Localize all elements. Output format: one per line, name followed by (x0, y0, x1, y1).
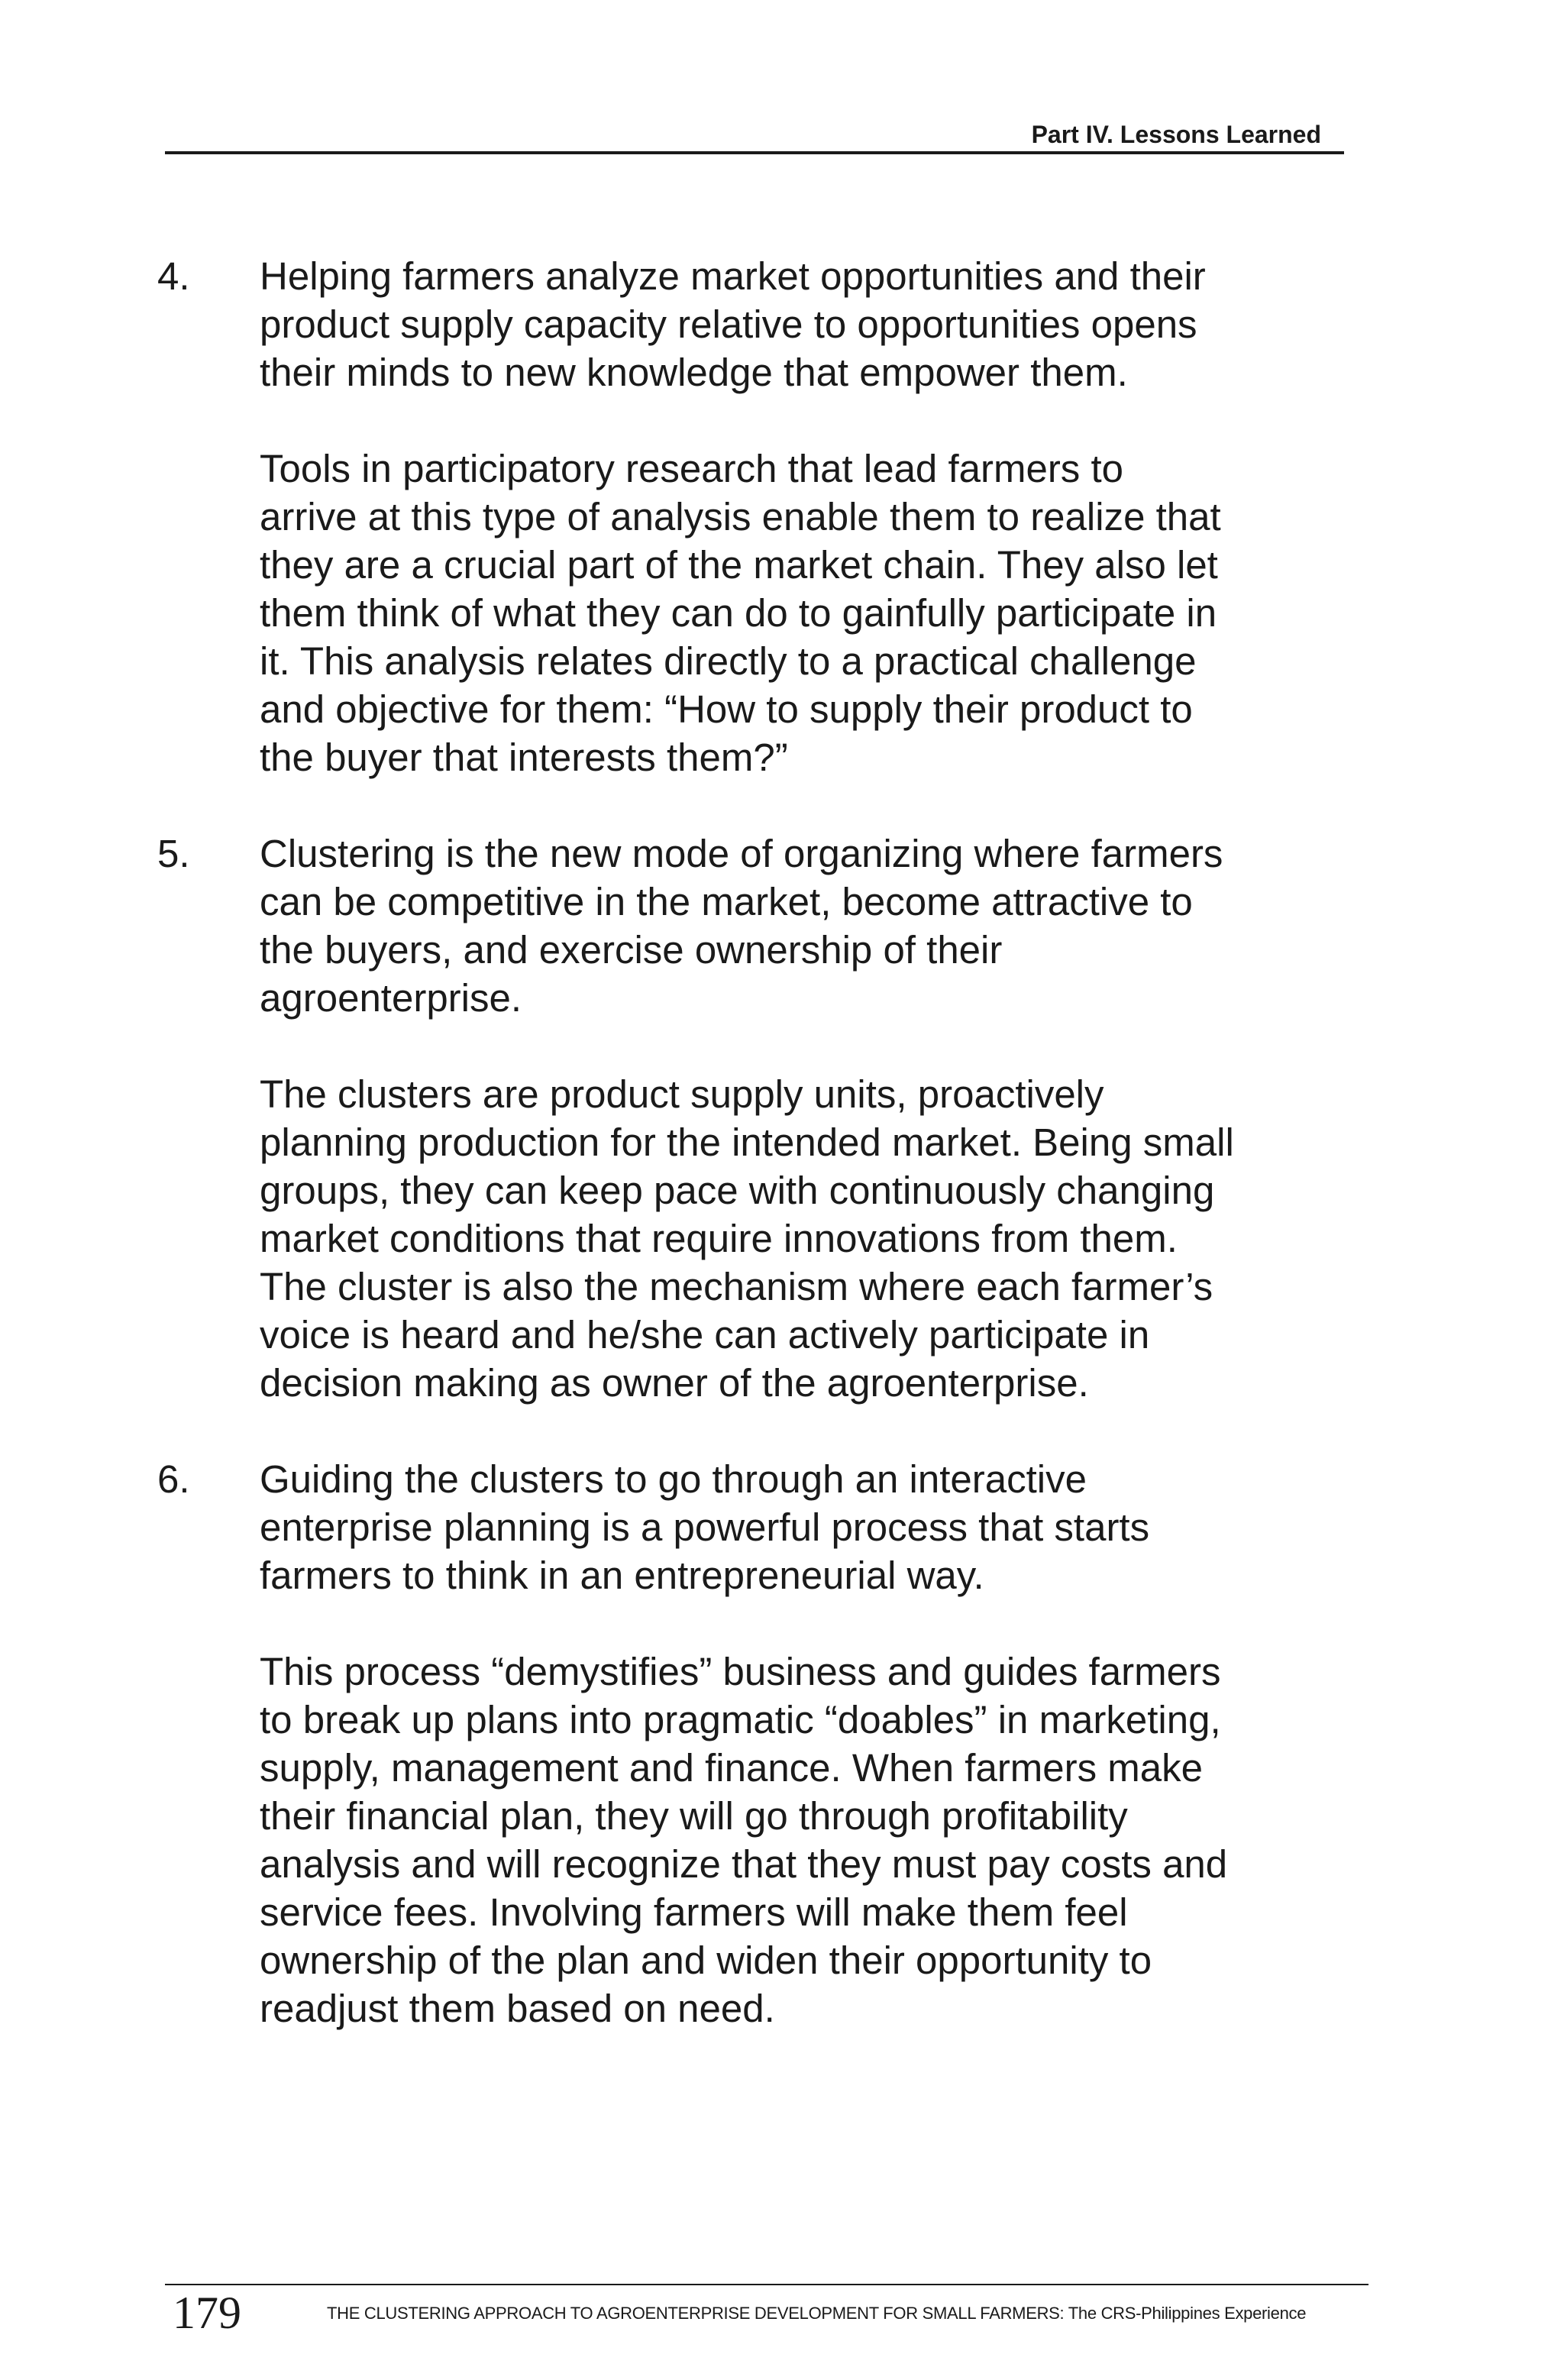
list-item-paragraph: The clusters are product supply units, proactively planning production for the intended market. Being small groups, they can keep pace with continuously changing market conditions that require innovations from them. The cluster is also the mechanism where each farmer’s voice is heard and he/she can actively participate in decision making as owner of the agroenterprise. (260, 1072, 1234, 1405)
list-item-6 (0, 1455, 1564, 2032)
list-item-number: 4. (157, 254, 190, 298)
list-item-4 (0, 252, 1564, 781)
page-body (0, 252, 1564, 2081)
list-item-number: 6. (157, 1457, 190, 1501)
running-header-title: Part IV. Lessons Learned (1031, 121, 1321, 148)
list-item-number: 5. (157, 832, 190, 875)
list-item-paragraph: Helping farmers analyze market opportunities and their product supply capacity relative to opportunities opens their minds to new knowledge that empower them. (260, 254, 1206, 394)
footer-rule (165, 2284, 1368, 2285)
list-item-5 (0, 829, 1564, 1407)
list-item-paragraph: This process “demystifies” business and guides farmers to break up plans into pragmatic “doables” in marketing, supply, management and finance. When farmers make their financial plan, they will go through profitability analysis and will recognize that they must pay costs and service fees. Involving farmers will make them feel ownership of the plan and widen their opportunity to readjust them based on need. (260, 1650, 1228, 2030)
list-item-paragraph: Clustering is the new mode of organizing where farmers can be competitive in the market, become attractive to the buyers, and exercise ownership of their agroenterprise. (260, 832, 1223, 1020)
list-item-paragraph: Guiding the clusters to go through an interactive enterprise planning is a powerful process that starts farmers to think in an entrepreneurial way. (260, 1457, 1150, 1597)
page-number: 179 (173, 2288, 241, 2338)
list-item-paragraph: Tools in participatory research that lead farmers to arrive at this type of analysis enable them to realize that they are a crucial part of the market chain. They also let them think of what they can do to gainfully participate in it. This analysis relates directly to a practical challenge and objective for them: “How to supply their product to the buyer that interests them?” (260, 447, 1221, 779)
footer-book-title: THE CLUSTERING APPROACH TO AGROENTERPRISE DEVELOPMENT FOR SMALL FARMERS: The CRS-Philippines Experience (327, 2304, 1307, 2323)
running-header (165, 116, 1344, 154)
